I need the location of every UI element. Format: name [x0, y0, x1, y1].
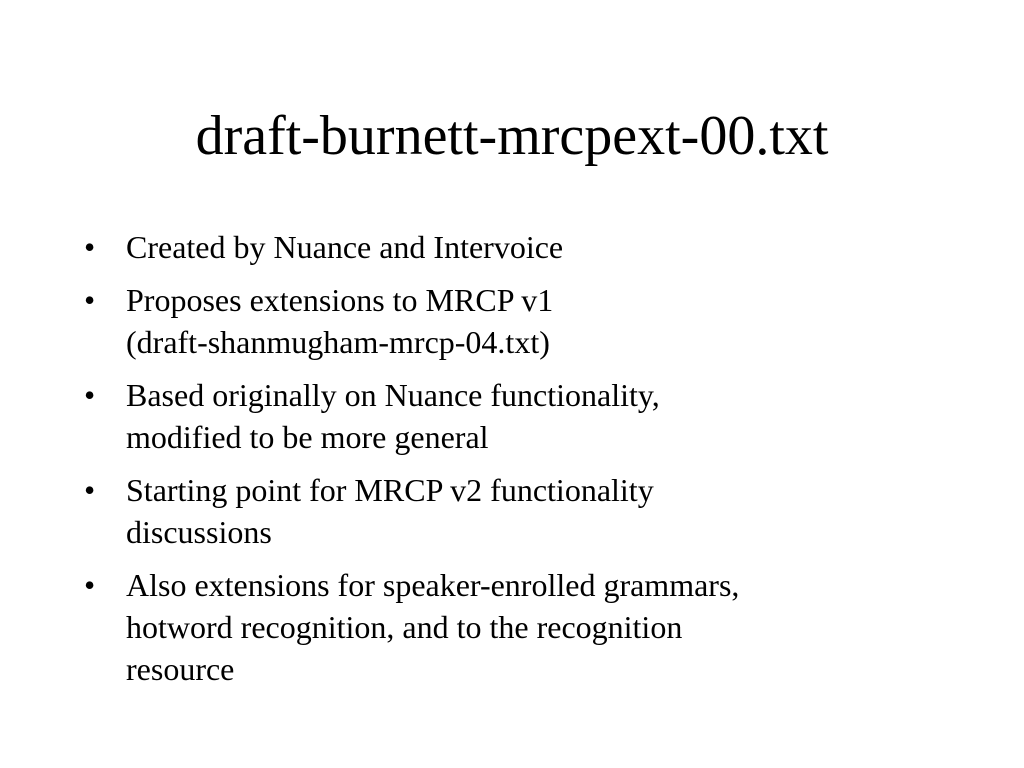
bullet-item-created-by [84, 226, 984, 268]
bullet-text-line: Based originally on Nuance functionality, [126, 377, 660, 413]
bullet-text-line: hotword recognition, and to the recognition [126, 609, 683, 645]
bullet-item-starting-point [84, 469, 984, 553]
bullet-icon: • [84, 282, 96, 318]
bullet-text-line: Also extensions for speaker-enrolled grammars, [126, 567, 740, 603]
slide-title: draft-burnett-mrcpext-00.txt [195, 105, 829, 167]
bullet-text-line: discussions [126, 514, 272, 550]
bullet-item-based-originally [84, 374, 984, 458]
bullet-icon: • [84, 472, 96, 508]
bullet-icon: • [84, 229, 96, 265]
bullet-text-line: Starting point for MRCP v2 functionality [126, 472, 654, 508]
bullet-text-line: (draft-shanmugham-mrcp-04.txt) [126, 324, 550, 360]
bullet-list [84, 226, 984, 701]
bullet-text-line: resource [126, 651, 235, 687]
bullet-icon: • [84, 377, 96, 413]
bullet-text-line: modified to be more general [126, 419, 489, 455]
bullet-item-proposes-extensions [84, 279, 984, 363]
bullet-text-line: Created by Nuance and Intervoice [126, 229, 564, 265]
bullet-icon: • [84, 567, 96, 603]
bullet-text-line: Proposes extensions to MRCP v1 [126, 282, 554, 318]
bullet-item-also-extensions [84, 564, 984, 690]
